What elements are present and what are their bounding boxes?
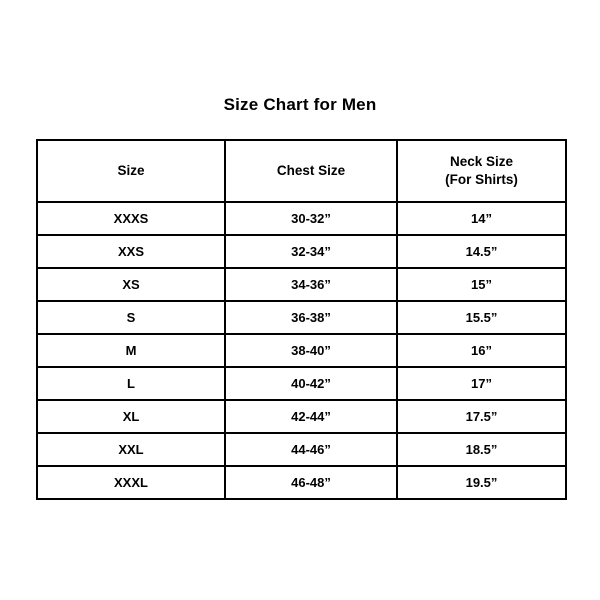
cell-chest: 30-32” (225, 202, 397, 235)
page-title: Size Chart for Men (223, 95, 377, 114)
column-header-neck-size-sublabel: (For Shirts) (445, 172, 518, 187)
cell-size: XXXS (37, 202, 225, 235)
column-header-chest-size-label: Chest Size (276, 162, 346, 178)
cell-neck: 14” (397, 202, 566, 235)
cell-size: XXS (37, 235, 225, 268)
table-row (37, 466, 566, 499)
cell-neck: 15.5” (397, 301, 566, 334)
column-header-size-label: Size (117, 162, 145, 178)
table-row (37, 400, 566, 433)
cell-chest: 46-48” (225, 466, 397, 499)
table-row (37, 367, 566, 400)
cell-neck: 19.5” (397, 466, 566, 499)
cell-chest: 34-36” (225, 268, 397, 301)
cell-chest: 32-34” (225, 235, 397, 268)
cell-size: L (37, 367, 225, 400)
cell-chest: 42-44” (225, 400, 397, 433)
table-header (37, 140, 566, 202)
table-row (37, 235, 566, 268)
table-row (37, 268, 566, 301)
table-row (37, 433, 566, 466)
cell-neck: 17” (397, 367, 566, 400)
cell-chest: 44-46” (225, 433, 397, 466)
cell-neck: 16” (397, 334, 566, 367)
cell-size: XS (37, 268, 225, 301)
cell-size: XXL (37, 433, 225, 466)
cell-neck: 17.5” (397, 400, 566, 433)
table-row (37, 334, 566, 367)
column-header-neck-size-label: Neck Size (449, 153, 514, 169)
cell-size: M (37, 334, 225, 367)
table-row (37, 202, 566, 235)
cell-neck: 15” (397, 268, 566, 301)
table-body (37, 202, 566, 499)
cell-chest: 40-42” (225, 367, 397, 400)
column-header-neck-size (397, 140, 566, 202)
cell-size: XL (37, 400, 225, 433)
size-chart-table (36, 139, 567, 500)
column-header-chest-size (225, 140, 397, 202)
cell-size: XXXL (37, 466, 225, 499)
table-row (37, 301, 566, 334)
size-chart-table-container (36, 139, 565, 500)
cell-chest: 38-40” (225, 334, 397, 367)
cell-neck: 18.5” (397, 433, 566, 466)
cell-size: S (37, 301, 225, 334)
cell-neck: 14.5” (397, 235, 566, 268)
column-header-size (37, 140, 225, 202)
table-header-row (37, 140, 566, 202)
cell-chest: 36-38” (225, 301, 397, 334)
